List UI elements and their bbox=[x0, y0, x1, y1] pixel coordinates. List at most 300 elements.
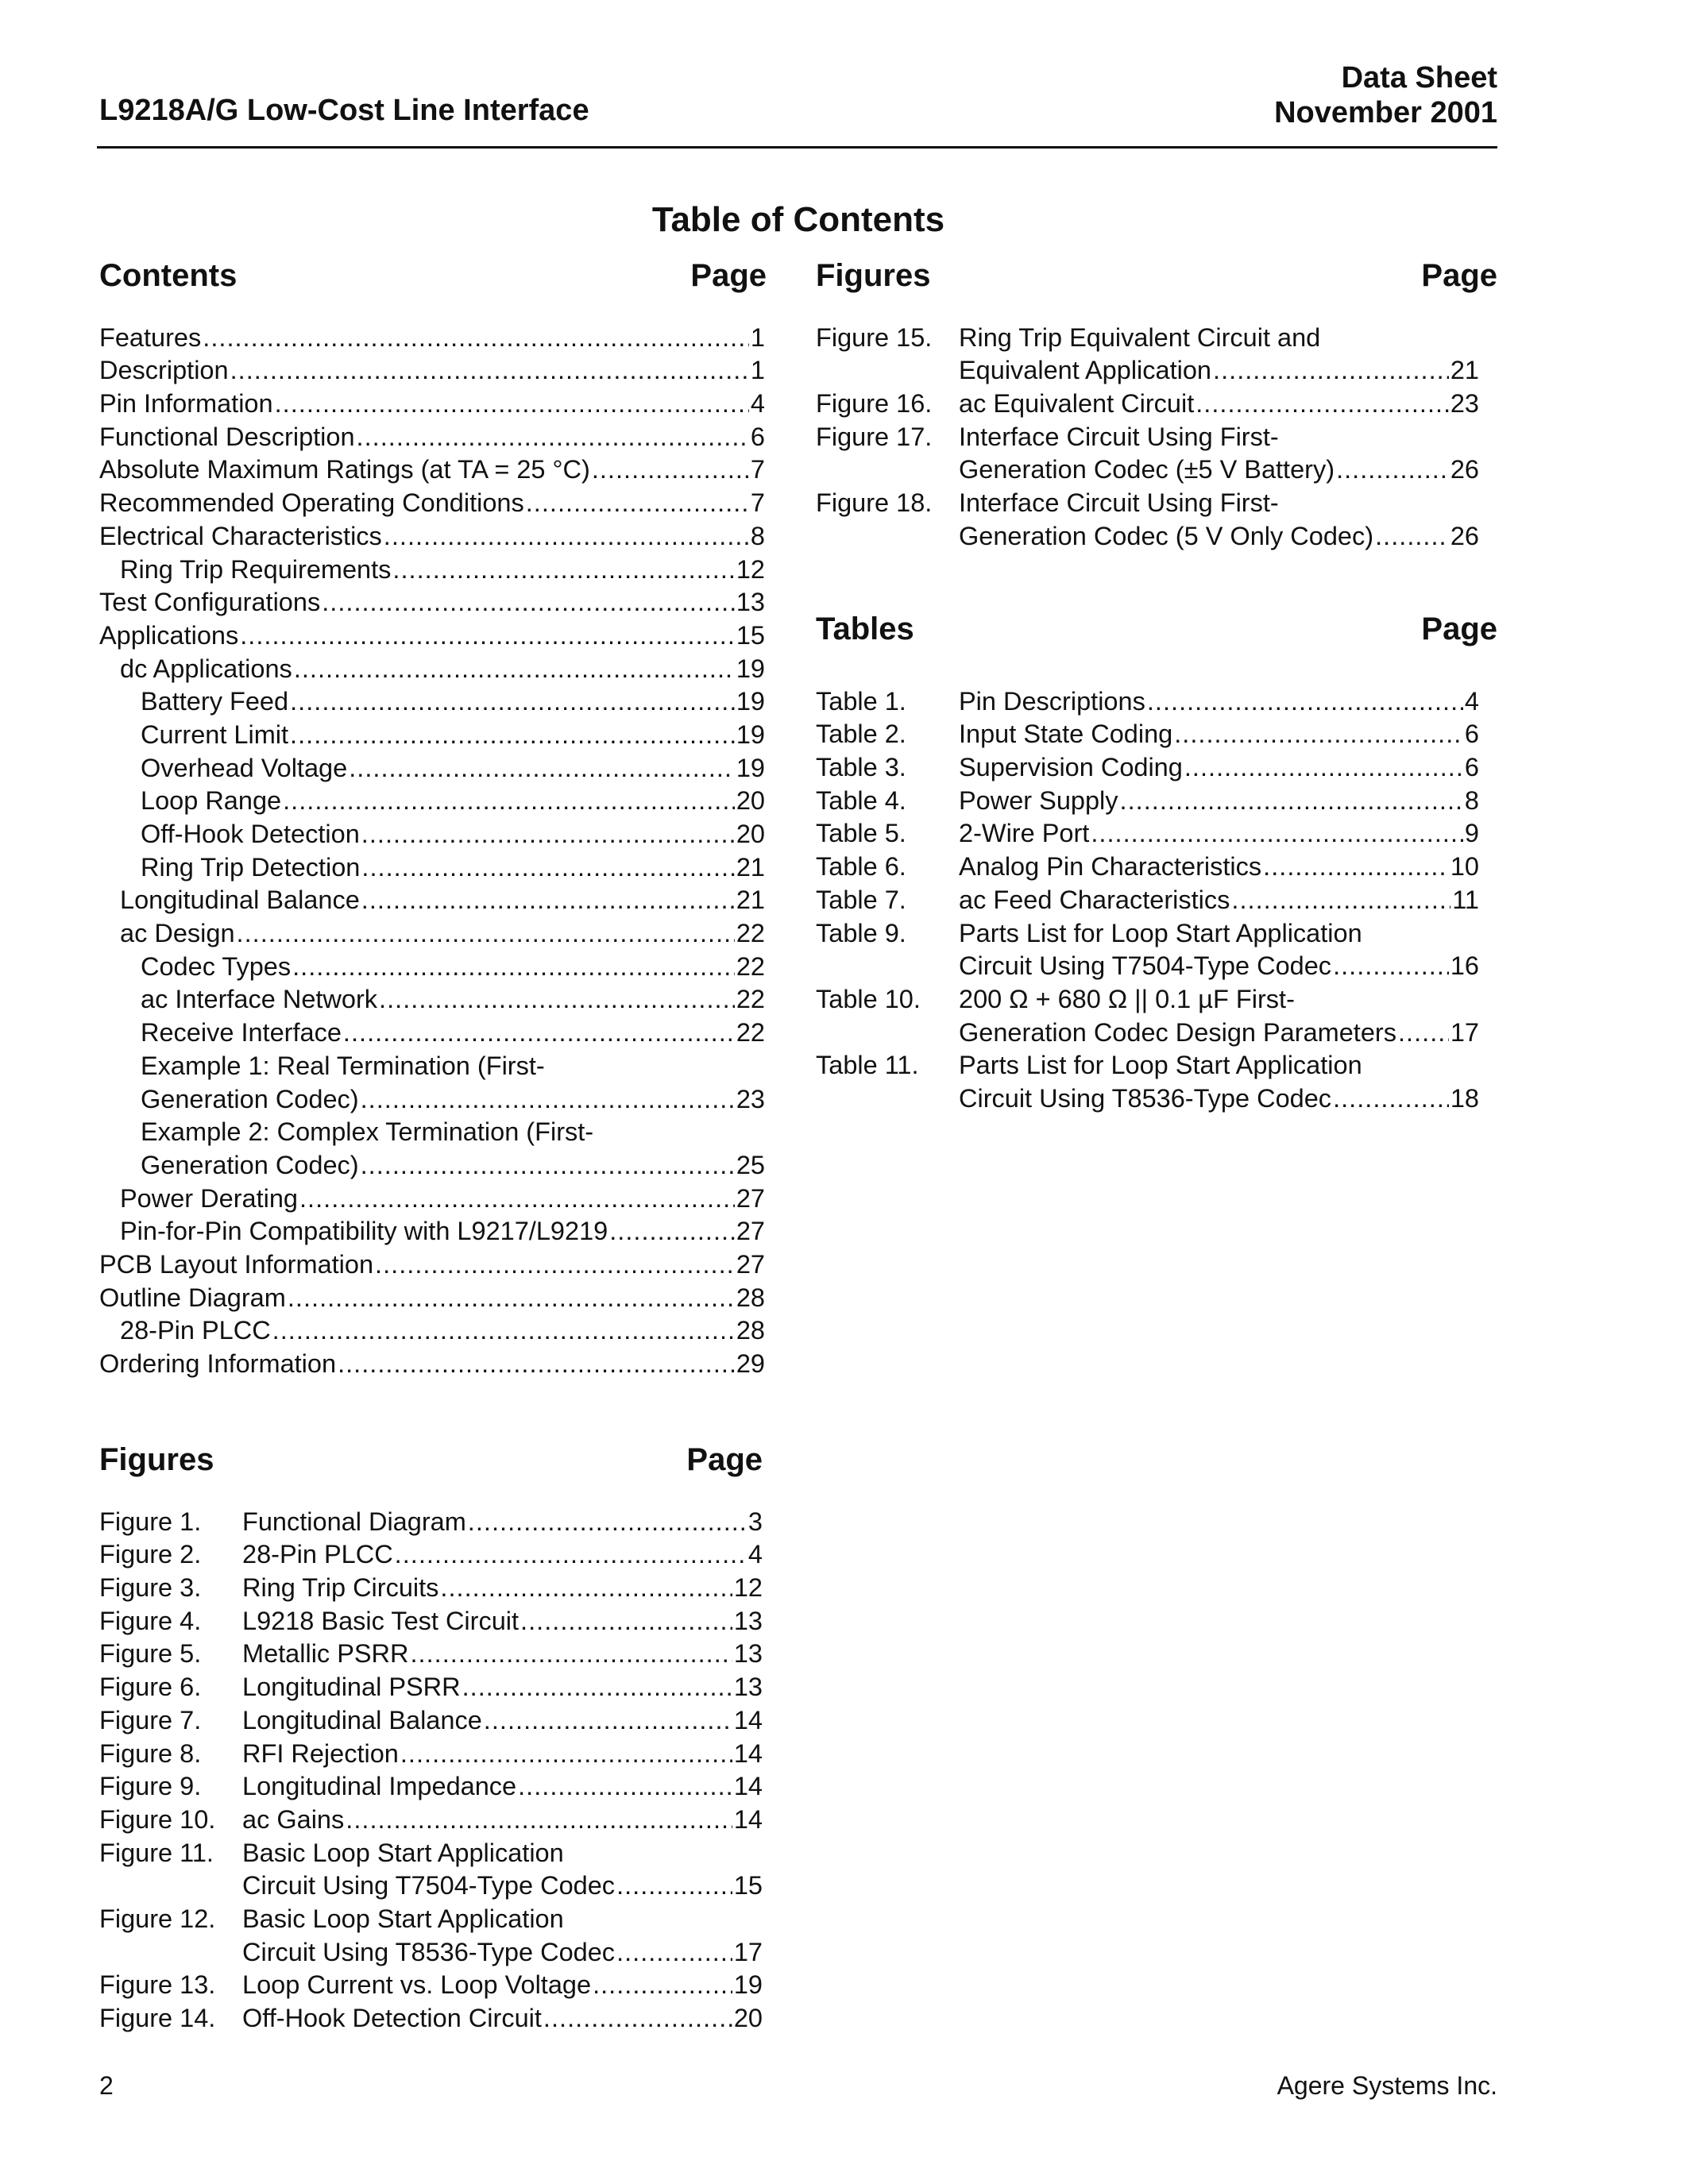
entry-page: 6 bbox=[1464, 753, 1479, 782]
entry-number: Figure 12. bbox=[99, 1904, 216, 1933]
toc-entry bbox=[99, 1081, 765, 1114]
toc-entry bbox=[99, 319, 765, 353]
entry-label: ac Interface Network bbox=[141, 985, 378, 1014]
entry-page: 28 bbox=[736, 1316, 765, 1345]
dot-leader bbox=[290, 687, 735, 716]
entry-page: 8 bbox=[1464, 785, 1479, 815]
dot-leader bbox=[384, 522, 749, 551]
entry-page: 17 bbox=[733, 1937, 763, 1966]
entry-label: Description bbox=[99, 356, 229, 385]
toc-entry bbox=[99, 1313, 765, 1346]
dot-leader bbox=[468, 1507, 747, 1537]
dot-leader bbox=[392, 555, 734, 585]
entry-number: Figure 13. bbox=[99, 1970, 216, 2000]
entry-page: 26 bbox=[1450, 455, 1479, 484]
figures-heading-right: Figures bbox=[816, 258, 931, 293]
entry-label: Circuit Using T8536-Type Codec bbox=[242, 1937, 616, 1966]
entry-number: Table 3. bbox=[816, 753, 906, 782]
dot-leader bbox=[361, 853, 734, 882]
toc-entry bbox=[816, 518, 1479, 551]
toc-entry bbox=[99, 783, 765, 816]
entry-number: Figure 11. bbox=[99, 1838, 214, 1867]
entry-label: ac Gains bbox=[242, 1804, 345, 1834]
dot-leader bbox=[616, 1871, 732, 1900]
entry-label: 200 Ω + 680 Ω || 0.1 µF First- bbox=[959, 984, 1295, 1013]
entry-page: 6 bbox=[1464, 720, 1479, 749]
dot-leader bbox=[294, 654, 735, 684]
entry-page: 22 bbox=[736, 951, 765, 981]
entry-label: Current Limit bbox=[141, 720, 289, 749]
dot-leader bbox=[484, 1706, 732, 1735]
entry-label: 28-Pin PLCC bbox=[120, 1316, 271, 1345]
toc-entry bbox=[99, 1180, 765, 1214]
toc-entry bbox=[99, 1503, 763, 1537]
toc-entry bbox=[99, 353, 765, 386]
entry-label: Longitudinal Balance bbox=[242, 1705, 482, 1734]
entry-page: 28 bbox=[736, 1283, 765, 1312]
entry-label: ac Feed Characteristics bbox=[959, 885, 1230, 914]
toc-entry bbox=[99, 816, 765, 849]
tables-heading: Tables bbox=[816, 612, 914, 646]
entry-number: Table 4. bbox=[816, 785, 906, 815]
entry-label: Off-Hook Detection bbox=[141, 820, 360, 848]
entry-page: 12 bbox=[733, 1573, 763, 1603]
dot-leader bbox=[299, 1184, 735, 1214]
entry-page: 15 bbox=[736, 620, 765, 650]
entry-page: 1 bbox=[750, 356, 765, 385]
entry-label: Circuit Using T7504-Type Codec bbox=[242, 1871, 616, 1900]
figures-heading-left: Figures bbox=[99, 1442, 214, 1477]
dot-leader bbox=[357, 423, 749, 452]
entry-label: Circuit Using T7504-Type Codec bbox=[959, 951, 1332, 981]
dot-leader bbox=[526, 488, 749, 518]
dot-leader bbox=[543, 2004, 732, 2033]
entry-page: 27 bbox=[736, 1183, 765, 1213]
entry-number: Table 10. bbox=[816, 984, 921, 1013]
entry-label: Example 2: Complex Termination (First- bbox=[141, 1117, 594, 1147]
dot-leader bbox=[237, 919, 735, 948]
entry-page: 8 bbox=[750, 521, 765, 550]
dot-leader bbox=[520, 1607, 732, 1636]
entry-number: Figure 7. bbox=[99, 1705, 202, 1734]
toc-entry bbox=[99, 1702, 763, 1735]
toc-entry bbox=[816, 419, 1479, 452]
entry-label: Longitudinal PSRR bbox=[242, 1673, 461, 1702]
dot-leader bbox=[1375, 522, 1449, 551]
entry-page: 7 bbox=[750, 455, 765, 484]
dot-leader bbox=[338, 1349, 735, 1379]
entry-label: Basic Loop Start Application bbox=[242, 1904, 564, 1933]
dot-leader bbox=[518, 1772, 732, 1801]
entry-page: 6 bbox=[750, 422, 765, 451]
entry-page: 4 bbox=[747, 1540, 763, 1569]
entry-page: 13 bbox=[733, 1639, 763, 1669]
entry-label: Loop Range bbox=[141, 786, 282, 816]
figures-page-heading-left: Page bbox=[686, 1442, 763, 1477]
toc-entry bbox=[99, 617, 765, 650]
toc-entry bbox=[99, 1114, 765, 1148]
doc-type: Data Sheet bbox=[1341, 61, 1497, 95]
tables-list bbox=[816, 683, 1479, 1113]
dot-leader bbox=[1196, 389, 1449, 419]
toc-entry bbox=[99, 1900, 763, 1934]
entry-page: 18 bbox=[1450, 1083, 1479, 1113]
dot-leader bbox=[1333, 951, 1449, 981]
toc-entry bbox=[99, 1603, 763, 1636]
entry-page: 25 bbox=[736, 1150, 765, 1179]
toc-entry bbox=[99, 2000, 763, 2033]
entry-label: Metallic PSRR bbox=[242, 1639, 409, 1669]
entry-number: Figure 10. bbox=[99, 1804, 216, 1834]
entry-number: Table 11. bbox=[816, 1051, 919, 1080]
toc-entry bbox=[99, 750, 765, 783]
entry-page: 16 bbox=[1450, 951, 1479, 981]
dot-leader bbox=[230, 356, 749, 385]
toc-entry bbox=[99, 1835, 763, 1868]
entry-label: 2-Wire Port bbox=[959, 819, 1090, 848]
toc-entry bbox=[99, 1735, 763, 1769]
entry-label: L9218 Basic Test Circuit bbox=[242, 1606, 520, 1635]
entry-number: Figure 14. bbox=[99, 2004, 216, 2032]
toc-entry bbox=[99, 684, 765, 717]
toc-entry bbox=[99, 1246, 765, 1279]
entry-page: 4 bbox=[1464, 686, 1479, 716]
entry-number: Figure 4. bbox=[99, 1606, 202, 1635]
entry-page: 22 bbox=[736, 919, 765, 948]
contents-page-heading: Page bbox=[690, 258, 767, 293]
toc-entry bbox=[99, 882, 765, 916]
toc-entry bbox=[99, 585, 765, 618]
entry-label: Pin Descriptions bbox=[959, 686, 1145, 716]
entry-page: 29 bbox=[736, 1349, 765, 1378]
toc-entry bbox=[99, 551, 765, 585]
entry-label: Outline Diagram bbox=[99, 1283, 286, 1312]
toc-entry bbox=[816, 948, 1479, 982]
toc-entry bbox=[816, 848, 1479, 882]
entry-number: Table 2. bbox=[816, 720, 906, 749]
entry-label: Basic Loop Start Application bbox=[242, 1838, 564, 1867]
entry-label: Applications bbox=[99, 620, 239, 650]
entry-label: Functional Description bbox=[99, 422, 355, 451]
entry-number: Figure 3. bbox=[99, 1573, 202, 1603]
toc-entry bbox=[99, 1967, 763, 2001]
entry-number: Figure 5. bbox=[99, 1639, 202, 1669]
toc-entry bbox=[816, 882, 1479, 915]
company-name: Agere Systems Inc. bbox=[1277, 2071, 1497, 2100]
dot-leader bbox=[1398, 1018, 1449, 1048]
entry-label: Ordering Information bbox=[99, 1349, 337, 1378]
entry-number: Table 7. bbox=[816, 885, 906, 914]
entry-label: Parts List for Loop Start Application bbox=[959, 918, 1362, 947]
toc-entry bbox=[99, 982, 765, 1015]
entry-page: 20 bbox=[733, 2004, 763, 2032]
entry-label: Longitudinal Impedance bbox=[242, 1772, 517, 1801]
entry-number: Table 5. bbox=[816, 819, 906, 848]
dot-leader bbox=[290, 720, 735, 750]
dot-leader bbox=[1231, 886, 1450, 915]
toc-entry bbox=[816, 1048, 1479, 1081]
toc-entry bbox=[99, 1636, 763, 1669]
toc-entry bbox=[99, 385, 765, 419]
entry-page: 13 bbox=[733, 1673, 763, 1702]
entry-label: Generation Codec) bbox=[141, 1084, 359, 1113]
entry-label: Overhead Voltage bbox=[141, 753, 348, 782]
dot-leader bbox=[379, 985, 735, 1014]
toc-entry bbox=[99, 1345, 765, 1379]
tables-page-heading: Page bbox=[1421, 612, 1497, 646]
toc-entry bbox=[816, 385, 1479, 419]
dot-leader bbox=[1147, 687, 1463, 716]
toc-entry bbox=[99, 849, 765, 882]
entry-page: 13 bbox=[733, 1606, 763, 1635]
entry-number: Figure 16. bbox=[816, 389, 933, 419]
entry-page: 27 bbox=[736, 1249, 765, 1279]
toc-entry bbox=[816, 452, 1479, 485]
dot-leader bbox=[400, 1739, 732, 1769]
dot-leader bbox=[283, 786, 735, 816]
dot-leader bbox=[592, 455, 749, 484]
toc-entry bbox=[99, 915, 765, 948]
dot-leader bbox=[440, 1573, 732, 1603]
entry-label: Generation Codec (5 V Only Codec) bbox=[959, 521, 1374, 550]
entry-page: 23 bbox=[736, 1084, 765, 1113]
toc-entry bbox=[99, 1048, 765, 1081]
entry-page: 1 bbox=[750, 322, 765, 352]
entry-label: Interface Circuit Using First- bbox=[959, 422, 1279, 451]
entry-number: Table 1. bbox=[816, 686, 906, 716]
dot-leader bbox=[361, 886, 735, 915]
entry-label: Interface Circuit Using First- bbox=[959, 488, 1279, 518]
contents-list bbox=[99, 319, 765, 1379]
toc-entry bbox=[816, 816, 1479, 849]
entry-page: 19 bbox=[736, 654, 765, 683]
entry-label: 28-Pin PLCC bbox=[242, 1540, 393, 1569]
dot-leader bbox=[1336, 455, 1449, 484]
dot-leader bbox=[322, 588, 735, 617]
toc-entry bbox=[99, 1279, 765, 1313]
entry-label: Example 1: Real Termination (First- bbox=[141, 1051, 545, 1080]
entry-page: 19 bbox=[736, 687, 765, 716]
entry-page: 22 bbox=[736, 1018, 765, 1048]
dot-leader bbox=[203, 323, 749, 353]
entry-number: Figure 6. bbox=[99, 1673, 202, 1702]
entry-label: Parts List for Loop Start Application bbox=[959, 1051, 1362, 1080]
entry-number: Figure 18. bbox=[816, 488, 933, 518]
entry-page: 14 bbox=[733, 1804, 763, 1834]
entry-page: 10 bbox=[1450, 852, 1479, 882]
entry-page: 14 bbox=[733, 1738, 763, 1768]
entry-page: 20 bbox=[736, 786, 765, 816]
entry-page: 4 bbox=[750, 389, 765, 419]
entry-label: Input State Coding bbox=[959, 720, 1173, 749]
entry-label: RFI Rejection bbox=[242, 1738, 399, 1768]
entry-label: Pin Information bbox=[99, 389, 273, 419]
dot-leader bbox=[462, 1673, 732, 1702]
dot-leader bbox=[395, 1540, 747, 1569]
contents-heading: Contents bbox=[99, 258, 238, 293]
entry-label: Absolute Maximum Ratings (at TA = 25 °C) bbox=[99, 455, 590, 484]
entry-label: Test Configurations bbox=[99, 588, 321, 617]
entry-page: 23 bbox=[1450, 389, 1479, 419]
entry-label: Off-Hook Detection Circuit bbox=[242, 2004, 542, 2032]
entry-label: Ring Trip Circuits bbox=[242, 1573, 439, 1603]
toc-entry bbox=[816, 716, 1479, 750]
entry-label: Features bbox=[99, 322, 202, 352]
toc-entry bbox=[99, 948, 765, 982]
dot-leader bbox=[240, 621, 735, 650]
dot-leader bbox=[346, 1805, 732, 1835]
entry-page: 19 bbox=[733, 1970, 763, 2000]
entry-label: dc Applications bbox=[120, 654, 292, 683]
entry-label: Generation Codec Design Parameters bbox=[959, 1017, 1396, 1047]
entry-label: ac Equivalent Circuit bbox=[959, 389, 1195, 419]
entry-number: Figure 17. bbox=[816, 422, 933, 451]
header-right bbox=[1274, 60, 1497, 130]
entry-label: Generation Codec (±5 V Battery) bbox=[959, 455, 1335, 484]
dot-leader bbox=[375, 1250, 735, 1279]
toc-entry bbox=[816, 981, 1479, 1014]
dot-leader bbox=[616, 1938, 732, 1967]
dot-leader bbox=[1213, 356, 1449, 385]
toc-entry bbox=[816, 353, 1479, 386]
toc-entry bbox=[816, 1080, 1479, 1113]
toc-entry bbox=[99, 1014, 765, 1048]
entry-page: 26 bbox=[1450, 521, 1479, 550]
entry-label: Ring Trip Equivalent Circuit and bbox=[959, 322, 1321, 352]
entry-label: Longitudinal Balance bbox=[120, 886, 360, 915]
toc-entry bbox=[816, 749, 1479, 782]
dot-leader bbox=[361, 820, 735, 849]
entry-page: 7 bbox=[750, 488, 765, 518]
entry-number: Figure 2. bbox=[99, 1540, 202, 1569]
toc-entry bbox=[99, 1569, 763, 1603]
entry-page: 15 bbox=[733, 1871, 763, 1900]
toc-entry bbox=[816, 915, 1479, 948]
entry-page: 21 bbox=[1450, 356, 1479, 385]
toc-entry bbox=[99, 1147, 765, 1180]
toc-entry bbox=[99, 1214, 765, 1247]
entry-page: 19 bbox=[736, 720, 765, 749]
dot-leader bbox=[1120, 786, 1463, 816]
entry-number: Figure 15. bbox=[816, 322, 933, 352]
entry-label: Ring Trip Detection bbox=[141, 852, 361, 882]
entry-label: Pin-for-Pin Compatibility with L9217/L9219 bbox=[120, 1217, 608, 1246]
entry-page: 20 bbox=[736, 820, 765, 848]
toc-entry bbox=[99, 1669, 763, 1702]
entry-label: Circuit Using T8536-Type Codec bbox=[959, 1083, 1332, 1113]
toc-entry bbox=[816, 484, 1479, 518]
dot-leader bbox=[349, 754, 735, 783]
figures-page-heading-right: Page bbox=[1421, 258, 1497, 293]
entry-number: Figure 1. bbox=[99, 1507, 202, 1536]
dot-leader bbox=[292, 952, 735, 982]
dot-leader bbox=[272, 1316, 735, 1345]
entry-label: Generation Codec) bbox=[141, 1150, 359, 1179]
entry-page: 3 bbox=[747, 1507, 763, 1536]
toc-entry bbox=[99, 1769, 763, 1802]
dot-leader bbox=[609, 1217, 735, 1246]
entry-label: ac Design bbox=[120, 919, 235, 948]
entry-label: Receive Interface bbox=[141, 1018, 342, 1048]
entry-page: 12 bbox=[736, 554, 765, 584]
entry-number: Table 9. bbox=[816, 918, 906, 947]
dot-leader bbox=[593, 1970, 732, 2000]
toc-entry bbox=[99, 452, 765, 485]
entry-label: Loop Current vs. Loop Voltage bbox=[242, 1970, 592, 2000]
toc-entry bbox=[99, 1537, 763, 1570]
entry-label: Recommended Operating Conditions bbox=[99, 488, 524, 518]
dot-leader bbox=[1263, 852, 1449, 882]
toc-entry bbox=[99, 1801, 763, 1835]
entry-page: 14 bbox=[733, 1772, 763, 1801]
toc-entry bbox=[99, 1868, 763, 1901]
doc-date: November 2001 bbox=[1274, 96, 1497, 129]
toc-entry bbox=[99, 650, 765, 684]
entry-page: 22 bbox=[736, 985, 765, 1014]
figures-list-right bbox=[816, 319, 1479, 551]
toc-entry bbox=[816, 319, 1479, 353]
toc-entry bbox=[816, 782, 1479, 816]
entry-label: Power Derating bbox=[120, 1183, 298, 1213]
entry-number: Figure 9. bbox=[99, 1772, 202, 1801]
toc-entry bbox=[99, 1934, 763, 1967]
figures-list-left bbox=[99, 1503, 763, 2033]
toc-entry bbox=[99, 716, 765, 750]
dot-leader bbox=[343, 1018, 735, 1048]
entry-label: Battery Feed bbox=[141, 687, 289, 716]
entry-page: 11 bbox=[1452, 885, 1479, 914]
dot-leader bbox=[275, 389, 749, 419]
dot-leader bbox=[1091, 819, 1463, 848]
entry-label: Ring Trip Requirements bbox=[120, 554, 392, 584]
entry-label: PCB Layout Information bbox=[99, 1249, 374, 1279]
document-title: L9218A/G Low-Cost Line Interface bbox=[99, 94, 589, 127]
dot-leader bbox=[1333, 1084, 1449, 1113]
toc-entry bbox=[99, 518, 765, 551]
entry-page: 21 bbox=[736, 852, 765, 882]
page-number: 2 bbox=[99, 2071, 114, 2100]
entry-label: Equivalent Application bbox=[959, 356, 1212, 385]
entry-page: 19 bbox=[736, 753, 765, 782]
entry-label: Power Supply bbox=[959, 785, 1118, 815]
toc-entry bbox=[99, 484, 765, 518]
header-rule bbox=[97, 146, 1497, 149]
entry-label: Analog Pin Characteristics bbox=[959, 852, 1262, 882]
dot-leader bbox=[288, 1283, 735, 1313]
dot-leader bbox=[411, 1639, 732, 1669]
toc-entry bbox=[99, 419, 765, 452]
entry-page: 9 bbox=[1464, 819, 1479, 848]
dot-leader bbox=[1184, 753, 1463, 782]
dot-leader bbox=[1174, 720, 1463, 749]
entry-label: Electrical Characteristics bbox=[99, 521, 382, 550]
entry-page: 14 bbox=[733, 1705, 763, 1734]
entry-page: 27 bbox=[736, 1217, 765, 1246]
dot-leader bbox=[361, 1085, 735, 1114]
entry-number: Figure 8. bbox=[99, 1738, 202, 1768]
toc-entry bbox=[816, 683, 1479, 716]
entry-page: 13 bbox=[736, 588, 765, 617]
toc-entry bbox=[816, 1014, 1479, 1048]
entry-number: Table 6. bbox=[816, 852, 906, 882]
entry-page: 21 bbox=[736, 886, 765, 915]
entry-label: Supervision Coding bbox=[959, 753, 1183, 782]
toc-title: Table of Contents bbox=[651, 200, 945, 239]
entry-page: 17 bbox=[1450, 1017, 1479, 1047]
dot-leader bbox=[361, 1151, 735, 1180]
entry-label: Functional Diagram bbox=[242, 1507, 466, 1536]
entry-label: Codec Types bbox=[141, 951, 292, 981]
